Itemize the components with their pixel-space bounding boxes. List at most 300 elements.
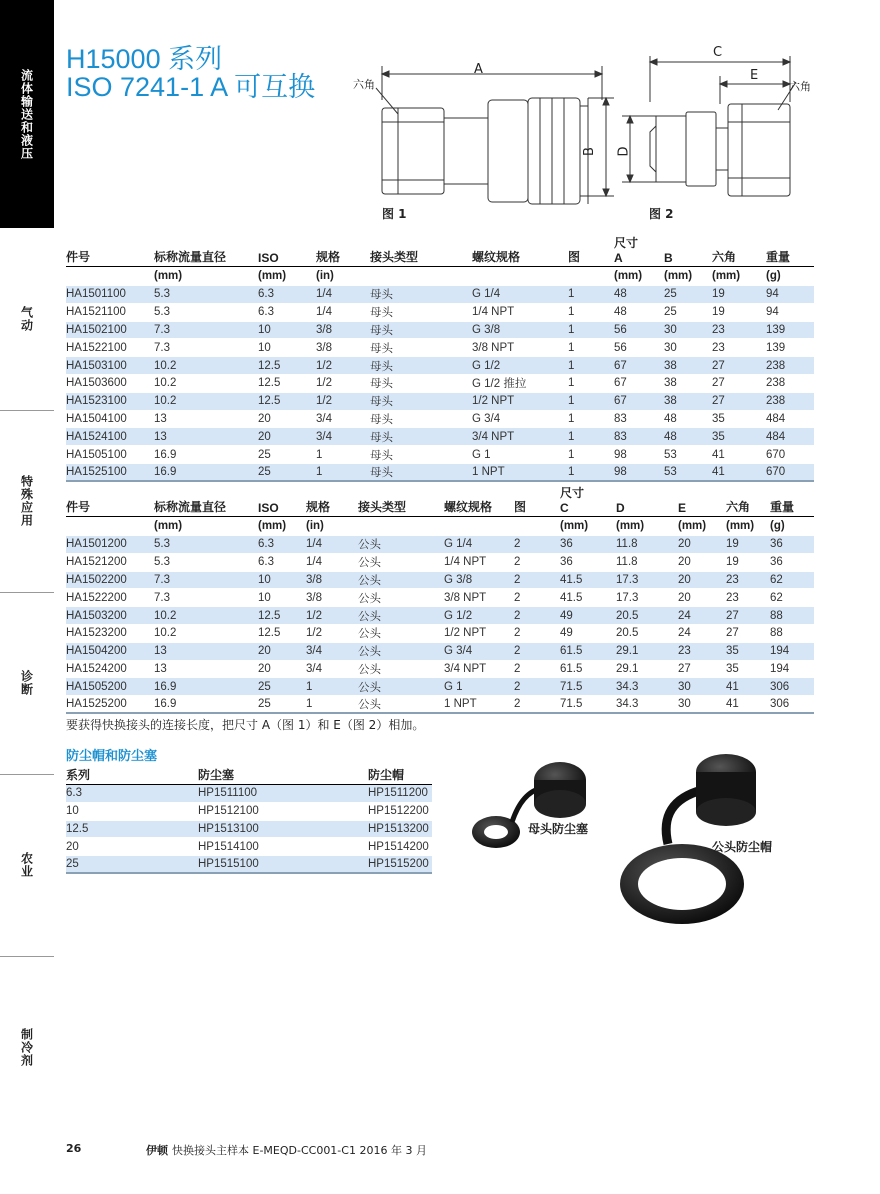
table-row (66, 339, 814, 357)
table-cell: 3/8 (306, 589, 358, 607)
table-cell: 20 (678, 536, 726, 554)
unit-cell: (g) (770, 517, 814, 536)
table-cell: 公头 (358, 642, 444, 660)
table-cell: HP1512200 (368, 802, 432, 820)
table-cell: 13 (154, 410, 258, 428)
table-cell: 1/2 (316, 374, 370, 392)
table-cell: HA1504100 (66, 410, 154, 428)
table-cell: 17.3 (616, 571, 678, 589)
table-cell: 1 NPT (472, 463, 568, 481)
table-cell: 13 (154, 428, 258, 446)
col-header: 重量 (766, 250, 791, 264)
table-row (66, 553, 814, 571)
figure2-male-nipple-drawing (620, 42, 820, 202)
table-cell: G 1/2 (472, 357, 568, 375)
table-cell: 20 (258, 642, 306, 660)
table-cell: G 1 (472, 446, 568, 464)
table-cell: 12.5 (258, 624, 306, 642)
side-tab-label: 流体输送和液压 (19, 68, 34, 160)
table-cell: 98 (614, 446, 664, 464)
table-cell: 16.9 (154, 446, 258, 464)
table-cell: 1 (568, 428, 614, 446)
table-row (66, 410, 814, 428)
table-cell: G 1/4 (444, 536, 514, 554)
table-cell: 16.9 (154, 696, 258, 714)
table-cell: 61.5 (560, 642, 616, 660)
unit-cell (66, 267, 154, 286)
table-row (66, 820, 432, 838)
table-row (66, 428, 814, 446)
table-cell: HA1503200 (66, 607, 154, 625)
table-cell: 38 (664, 357, 712, 375)
table-cell: HP1511200 (368, 785, 432, 803)
table-cell: 3/8 NPT (472, 339, 568, 357)
table-cell: 27 (726, 624, 770, 642)
table-cell: HA1522100 (66, 339, 154, 357)
unit-cell (370, 267, 472, 286)
table-row (66, 696, 814, 714)
figure1-caption: 图 1 (382, 207, 407, 221)
table-cell: 10.2 (154, 357, 258, 375)
unit-cell: (mm) (726, 517, 770, 536)
table-cell: HA1501100 (66, 286, 154, 304)
table-cell: 35 (712, 410, 766, 428)
table-cell: 母头 (370, 410, 472, 428)
table-cell: 7.3 (154, 589, 258, 607)
table-cell: 1 (568, 357, 614, 375)
connection-length-note: 要获得快换接头的连接长度，把尺寸 A（图 1）和 E（图 2）相加。 (66, 718, 425, 732)
table-cell: 20.5 (616, 607, 678, 625)
table-cell: 1/4 (306, 536, 358, 554)
table-cell: 1/4 (316, 303, 370, 321)
table-row (66, 286, 814, 304)
table-cell: 41.5 (560, 589, 616, 607)
table-cell: 194 (770, 660, 814, 678)
table-cell: 12.5 (258, 392, 316, 410)
table-cell: 1/4 (316, 286, 370, 304)
side-tab-label: 气动 (19, 306, 34, 332)
table-cell: 67 (614, 374, 664, 392)
table-cell: HA1503600 (66, 374, 154, 392)
side-tab-special[interactable] (0, 410, 54, 592)
side-tab-fluid[interactable] (0, 0, 54, 228)
col-header: 六角 (712, 250, 737, 264)
table-cell: 3/8 (306, 571, 358, 589)
table-cell: 27 (712, 392, 766, 410)
table-cell: 35 (712, 428, 766, 446)
table-cell: 23 (726, 589, 770, 607)
table-cell: 67 (614, 392, 664, 410)
col-header-a: A (614, 251, 623, 265)
table-cell: 母头 (370, 428, 472, 446)
table-cell: 25 (664, 286, 712, 304)
table-cell: 1/2 (316, 357, 370, 375)
table-cell: 1/2 (306, 607, 358, 625)
col-header: 六角 (726, 500, 751, 514)
table-cell: 56 (614, 321, 664, 339)
table-cell: 10.2 (154, 624, 258, 642)
table-cell: 公头 (358, 553, 444, 571)
table-cell: 3/4 NPT (472, 428, 568, 446)
table-cell: HA1521200 (66, 553, 154, 571)
table-cell: 11.8 (616, 536, 678, 554)
table-cell: 53 (664, 463, 712, 481)
table-cell: 2 (514, 571, 560, 589)
page-footer (66, 1142, 427, 1158)
table-cell: 12.5 (66, 820, 198, 838)
unit-cell (66, 517, 154, 536)
table-cell: 母头 (370, 446, 472, 464)
table-cell: HA1505100 (66, 446, 154, 464)
table-row (66, 838, 432, 856)
table-cell: 20 (258, 660, 306, 678)
hex-label-fig1: 六角 (353, 78, 375, 91)
table-cell: 13 (154, 642, 258, 660)
table-cell: 3/8 (316, 339, 370, 357)
table-cell: 公头 (358, 607, 444, 625)
table-row (66, 642, 814, 660)
table-cell: 16.9 (154, 463, 258, 481)
col-header: E (678, 501, 687, 515)
table-cell: HA1524100 (66, 428, 154, 446)
table-cell: 27 (726, 607, 770, 625)
brand-name: 伊顿 (146, 1144, 168, 1157)
col-header-c: C (560, 501, 569, 515)
table-cell: 公头 (358, 624, 444, 642)
table-cell: 2 (514, 553, 560, 571)
table-cell: 2 (514, 660, 560, 678)
table-row (66, 785, 432, 803)
table-cell: 36 (560, 536, 616, 554)
table-cell: 11.8 (616, 553, 678, 571)
table-cell: 6.3 (258, 553, 306, 571)
col-header: 规格 (306, 500, 331, 514)
table-cell: 1 (316, 446, 370, 464)
table-cell: 3/4 (306, 660, 358, 678)
side-tab-label: 特殊应用 (19, 475, 34, 527)
col-header: ISO (258, 501, 279, 515)
side-tab-pneumatic[interactable] (0, 228, 54, 410)
table-cell: HP1515100 (198, 856, 368, 874)
table-cell: 母头 (370, 286, 472, 304)
side-tab-agriculture[interactable] (0, 774, 54, 956)
table-cell: 5.3 (154, 536, 258, 554)
table-cell: HA1523200 (66, 624, 154, 642)
table-cell: 1 NPT (444, 696, 514, 714)
table-cell: 6.3 (258, 286, 316, 304)
table-cell: 1 (568, 286, 614, 304)
table-cell: 139 (766, 321, 814, 339)
dim-e-label: E (750, 68, 759, 83)
table-cell: 公头 (358, 589, 444, 607)
table-cell: 1/2 NPT (472, 392, 568, 410)
table-cell: 25 (66, 856, 198, 874)
table-row (66, 856, 432, 874)
table-cell: 1/4 NPT (472, 303, 568, 321)
col-header: 螺纹规格 (472, 250, 521, 264)
table-row (66, 678, 814, 696)
table-cell: 67 (614, 357, 664, 375)
table-cell: 20 (66, 838, 198, 856)
col-header: ISO (258, 251, 279, 265)
table-cell: G 3/8 (472, 321, 568, 339)
table-cell: 5.3 (154, 303, 258, 321)
unit-cell (514, 517, 560, 536)
col-header: 系列 (66, 766, 198, 785)
table-row (66, 607, 814, 625)
table-cell: 10.2 (154, 392, 258, 410)
table-cell: HA1504200 (66, 642, 154, 660)
table-cell: 98 (614, 463, 664, 481)
dimension-group-header: 尺寸 (560, 486, 585, 500)
table-cell: 1/2 (316, 392, 370, 410)
table-cell: 35 (726, 642, 770, 660)
female-coupler-table (66, 234, 814, 482)
table-cell: 670 (766, 446, 814, 464)
table-cell: 20 (258, 410, 316, 428)
table-cell: 1 (568, 339, 614, 357)
table-cell: 17.3 (616, 589, 678, 607)
table-cell: 1 (568, 410, 614, 428)
unit-cell: (mm) (154, 267, 258, 286)
table-cell: 公头 (358, 571, 444, 589)
dust-cap-section-title: 防尘帽和防尘塞 (66, 749, 158, 764)
table-cell: 1 (568, 374, 614, 392)
unit-cell: (mm) (614, 267, 664, 286)
page-number: 26 (66, 1142, 82, 1155)
table-cell: 41 (712, 463, 766, 481)
table-cell: 238 (766, 392, 814, 410)
table-cell: 10 (258, 571, 306, 589)
table-cell: 2 (514, 589, 560, 607)
unit-cell: (mm) (154, 517, 258, 536)
table-cell: 83 (614, 410, 664, 428)
side-tab-diagnostics[interactable] (0, 592, 54, 774)
table-cell: HA1524200 (66, 660, 154, 678)
table-cell: HP1511100 (198, 785, 368, 803)
table-header-row (66, 766, 432, 785)
unit-cell: (mm) (560, 517, 616, 536)
col-header (560, 484, 616, 517)
table-cell: 38 (664, 392, 712, 410)
table-cell: 71.5 (560, 696, 616, 714)
table-cell: 2 (514, 536, 560, 554)
table-cell: HA1525100 (66, 463, 154, 481)
table-cell: 30 (664, 339, 712, 357)
dust-cap-table (66, 766, 432, 874)
col-header: 图 (568, 250, 581, 264)
table-cell: 25 (258, 463, 316, 481)
table-row (66, 392, 814, 410)
table-cell: 41 (726, 696, 770, 714)
table-row (66, 463, 814, 481)
table-cell: HA1522200 (66, 589, 154, 607)
table-cell: 3/8 NPT (444, 589, 514, 607)
table-cell: 10.2 (154, 374, 258, 392)
table-cell: 25 (258, 696, 306, 714)
table-row (66, 374, 814, 392)
table-cell: 1 (568, 321, 614, 339)
table-cell: 12.5 (258, 374, 316, 392)
table-cell: G 1/4 (472, 286, 568, 304)
table-cell: 53 (664, 446, 712, 464)
dimension-group-header: 尺寸 (614, 236, 639, 250)
unit-cell: (in) (316, 267, 370, 286)
col-header: 标称流量直径 (154, 250, 227, 264)
table-cell: 1 (568, 303, 614, 321)
table-cell: HA1523100 (66, 392, 154, 410)
table-cell: 19 (726, 553, 770, 571)
table-cell: 10.2 (154, 607, 258, 625)
table-cell: 19 (726, 536, 770, 554)
table-cell: 10 (66, 802, 198, 820)
table-cell: 34.3 (616, 678, 678, 696)
table-cell: 10 (258, 321, 316, 339)
table-cell: 母头 (370, 357, 472, 375)
table-cell: 306 (770, 678, 814, 696)
side-tab-refrigerant[interactable] (0, 956, 54, 1138)
table-cell: 10 (258, 589, 306, 607)
page-title: H15000 系列 (66, 44, 223, 74)
table-cell: 30 (678, 696, 726, 714)
table-cell: 3/8 (316, 321, 370, 339)
table-cell: 36 (770, 553, 814, 571)
col-header: 重量 (770, 500, 795, 514)
table-cell: 2 (514, 607, 560, 625)
unit-cell (358, 517, 444, 536)
table-cell: 母头 (370, 339, 472, 357)
table-row (66, 589, 814, 607)
table-cell: 56 (614, 339, 664, 357)
table-cell: 1/2 NPT (444, 624, 514, 642)
table-cell: 38 (664, 374, 712, 392)
col-header: 件号 (66, 250, 91, 264)
table-cell: 1 (306, 678, 358, 696)
table-cell: 27 (712, 357, 766, 375)
table-cell: 公头 (358, 678, 444, 696)
dim-b-label: B (581, 147, 597, 156)
table-cell: 36 (560, 553, 616, 571)
table-cell: 238 (766, 357, 814, 375)
table-cell: 16.9 (154, 678, 258, 696)
table-cell: 88 (770, 624, 814, 642)
table-cell: 139 (766, 339, 814, 357)
table-cell: 20 (258, 428, 316, 446)
table-cell: 1/2 (306, 624, 358, 642)
table-cell: HA1503100 (66, 357, 154, 375)
table-row (66, 802, 432, 820)
table-cell: 13 (154, 660, 258, 678)
col-header: 标称流量直径 (154, 500, 227, 514)
table-cell: 29.1 (616, 660, 678, 678)
table-cell: HA1505200 (66, 678, 154, 696)
unit-row (66, 517, 814, 536)
table-cell: 1/4 NPT (444, 553, 514, 571)
table-row (66, 321, 814, 339)
table-cell: 20 (678, 553, 726, 571)
table-row (66, 446, 814, 464)
table-cell: 24 (678, 607, 726, 625)
table-cell: 20.5 (616, 624, 678, 642)
table-cell: G 3/8 (444, 571, 514, 589)
figure2-caption: 图 2 (649, 207, 674, 221)
table-cell: 3/4 (306, 642, 358, 660)
unit-cell: (mm) (712, 267, 766, 286)
catalog-reference: 快换接头主样本 E-MEQD-CC001-C1 2016 年 3 月 (172, 1144, 427, 1157)
table-cell: 10 (258, 339, 316, 357)
table-cell: 94 (766, 303, 814, 321)
table-cell: HP1513100 (198, 820, 368, 838)
unit-cell (444, 517, 514, 536)
table-cell: 88 (770, 607, 814, 625)
table-cell: 20 (678, 571, 726, 589)
unit-cell (472, 267, 568, 286)
hex-label-fig2: 六角 (789, 80, 811, 93)
table-cell: 30 (678, 678, 726, 696)
table-row (66, 571, 814, 589)
side-navigation (0, 0, 54, 1194)
table-cell: 12.5 (258, 607, 306, 625)
col-header (614, 234, 664, 267)
table-cell: 7.3 (154, 321, 258, 339)
table-cell: 23 (726, 571, 770, 589)
unit-cell (568, 267, 614, 286)
table-cell: G 1/2 (444, 607, 514, 625)
table-cell: 23 (712, 339, 766, 357)
table-cell: HP1514100 (198, 838, 368, 856)
table-cell: 27 (678, 660, 726, 678)
col-header: 螺纹规格 (444, 500, 493, 514)
table-cell: 27 (712, 374, 766, 392)
table-cell: 5.3 (154, 286, 258, 304)
table-cell: 34.3 (616, 696, 678, 714)
table-cell: 30 (664, 321, 712, 339)
table-cell: 1 (316, 463, 370, 481)
table-cell: 25 (664, 303, 712, 321)
table-cell: 670 (766, 463, 814, 481)
table-cell: 母头 (370, 321, 472, 339)
unit-cell: (mm) (616, 517, 678, 536)
table-cell: 公头 (358, 536, 444, 554)
table-cell: 母头 (370, 374, 472, 392)
table-cell: 1 (568, 463, 614, 481)
table-cell: 94 (766, 286, 814, 304)
col-header: 防尘塞 (198, 766, 368, 785)
table-cell: 3/4 (316, 428, 370, 446)
table-cell: 23 (712, 321, 766, 339)
table-cell: G 1 (444, 678, 514, 696)
table-cell: 62 (770, 571, 814, 589)
table-cell: 7.3 (154, 571, 258, 589)
dim-c-label: C (713, 45, 723, 60)
side-tab-label: 诊断 (19, 670, 34, 696)
table-row (66, 357, 814, 375)
table-cell: G 1/2 推拉 (472, 374, 568, 392)
dim-a-label: A (474, 62, 483, 77)
figure1-female-coupler-drawing (340, 58, 620, 208)
table-cell: 1/4 (306, 553, 358, 571)
table-cell: 71.5 (560, 678, 616, 696)
male-dust-cap-label: 公头防尘帽 (712, 840, 773, 854)
table-cell: 35 (726, 660, 770, 678)
table-cell: G 3/4 (472, 410, 568, 428)
table-cell: 2 (514, 678, 560, 696)
table-cell: HP1514200 (368, 838, 432, 856)
col-header: 件号 (66, 500, 91, 514)
col-header: 接头类型 (358, 500, 407, 514)
table-cell: 2 (514, 696, 560, 714)
table-cell: 7.3 (154, 339, 258, 357)
